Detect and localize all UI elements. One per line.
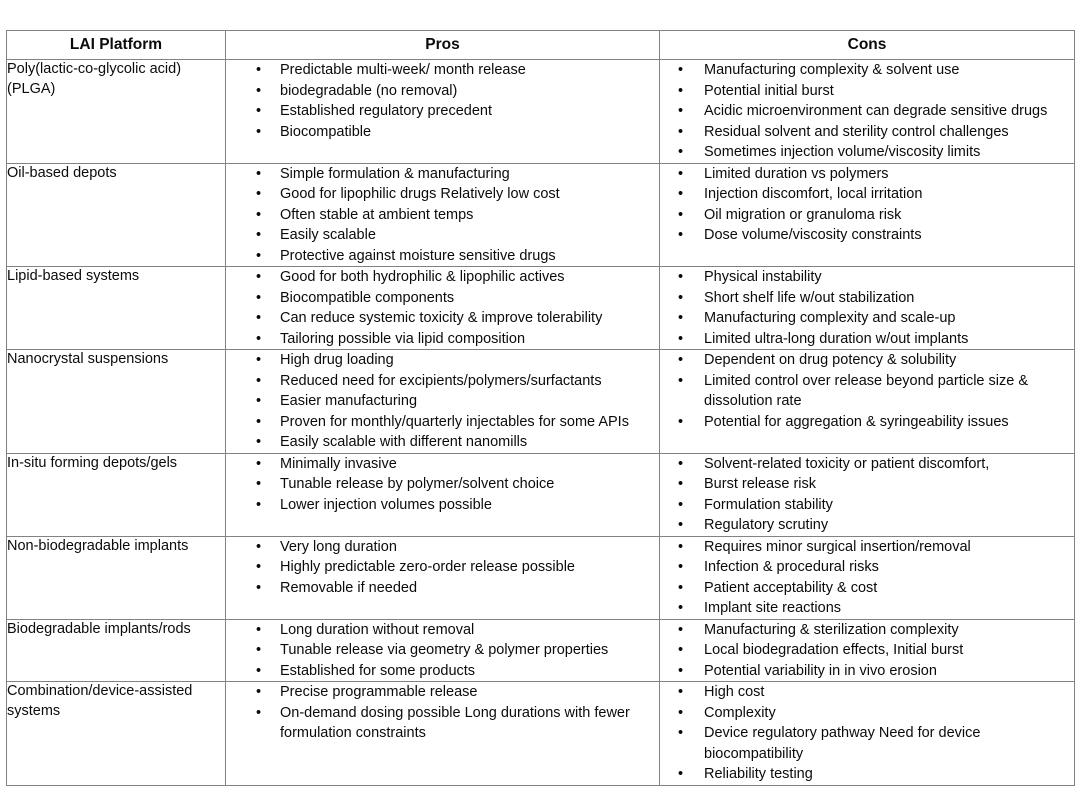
list-item	[660, 184, 1074, 205]
list-item-text: Regulatory scrutiny	[704, 517, 829, 533]
list-item-text: Established regulatory precedent	[280, 103, 492, 119]
bullet-icon: •	[678, 517, 684, 533]
table-body	[7, 60, 1075, 786]
list-item	[660, 81, 1074, 102]
list-item	[660, 474, 1074, 495]
list-item-text: Protective against moisture sensitive drugs	[280, 247, 556, 264]
list-item-text: Oil migration or granuloma risk	[704, 206, 902, 223]
list-item	[660, 537, 1074, 558]
pros-list	[226, 164, 659, 267]
bullet-icon: •	[256, 413, 262, 430]
list-item-text: Tailoring possible via lipid composition	[280, 330, 526, 347]
list-item	[226, 432, 659, 453]
list-item	[660, 60, 1074, 81]
table-row	[7, 536, 1075, 619]
list-item	[660, 620, 1074, 641]
list-item	[660, 101, 1074, 122]
list-item	[660, 350, 1074, 371]
list-item-text: Removable if needed	[280, 579, 418, 596]
list-item-text: Predictable multi-week/ month release	[280, 62, 526, 78]
list-item	[226, 661, 659, 682]
bullet-icon: •	[256, 330, 262, 347]
pros-cell	[226, 267, 660, 350]
bullet-icon: •	[678, 144, 684, 160]
cons-list	[660, 454, 1074, 536]
list-item-text: Very long duration	[280, 538, 397, 555]
pros-cell	[226, 536, 660, 619]
list-item-text: Easily scalable with different nanomills	[280, 434, 528, 450]
bullet-icon: •	[678, 289, 684, 306]
platform-cell: Non-biodegradable implants	[7, 536, 226, 619]
list-item-text: Injection discomfort, local irritation	[704, 186, 923, 202]
cons-list	[660, 682, 1074, 785]
cons-cell	[660, 619, 1075, 682]
bullet-icon: •	[256, 247, 262, 264]
list-item-text: Device regulatory pathway Need for device biocompatibility	[704, 725, 981, 762]
pros-list	[226, 454, 659, 516]
bullet-icon: •	[678, 123, 684, 140]
list-item	[660, 557, 1074, 578]
bullet-icon: •	[678, 725, 684, 741]
list-item	[660, 329, 1074, 350]
column-header-pros: Pros	[226, 31, 660, 60]
list-item-text: Simple formulation & manufacturing	[280, 165, 510, 182]
table-row	[7, 267, 1075, 350]
list-item-text: Local biodegradation effects, Initial burst	[704, 642, 964, 658]
list-item	[660, 205, 1074, 226]
list-item-text: Established for some products	[280, 662, 476, 679]
pros-cell	[226, 163, 660, 267]
platform-cell: Oil-based depots	[7, 163, 226, 267]
bullet-icon: •	[256, 559, 262, 575]
list-item	[226, 682, 659, 703]
list-item-text: Tunable release by polymer/solvent choice	[280, 476, 555, 492]
list-item	[660, 764, 1074, 785]
platform-cell: Poly(lactic-co-glycolic acid) (PLGA)	[7, 60, 226, 164]
cons-cell	[660, 267, 1075, 350]
list-item	[226, 350, 659, 371]
list-item-text: Short shelf life w/out stabilization	[704, 289, 915, 306]
list-item-text: Manufacturing & sterilization complexity	[704, 621, 959, 638]
list-item	[226, 578, 659, 599]
list-item	[660, 640, 1074, 661]
list-item	[226, 205, 659, 226]
list-item-text: Highly predictable zero-order release possible	[280, 559, 575, 575]
pros-cell	[226, 60, 660, 164]
list-item	[660, 267, 1074, 288]
list-item-text: Potential variability in in vivo erosion	[704, 662, 937, 679]
list-item	[660, 703, 1074, 724]
table-row	[7, 350, 1075, 454]
bullet-icon: •	[256, 704, 262, 721]
list-item	[660, 495, 1074, 516]
list-item	[226, 122, 659, 143]
bullet-icon: •	[678, 206, 684, 223]
list-item-text: Minimally invasive	[280, 455, 397, 472]
column-header-platform: LAI Platform	[7, 31, 226, 60]
bullet-icon: •	[256, 352, 262, 368]
list-item	[226, 60, 659, 81]
list-item-text: Implant site reactions	[704, 600, 842, 616]
bullet-icon: •	[678, 352, 684, 368]
list-item-text: On-demand dosing possible Long durations with fewer formulation constraints	[280, 704, 630, 741]
list-item-text: Biocompatible	[280, 123, 372, 140]
list-item-text: Manufacturing complexity & solvent use	[704, 62, 960, 78]
platform-cell: Biodegradable implants/rods	[7, 619, 226, 682]
pros-list	[226, 60, 659, 142]
list-item-text: Limited duration vs polymers	[704, 165, 889, 182]
list-item	[226, 164, 659, 185]
list-item-text: Limited control over release beyond particle size & dissolution rate	[704, 372, 1028, 409]
list-item	[660, 122, 1074, 143]
bullet-icon: •	[678, 476, 684, 492]
list-item	[226, 288, 659, 309]
cons-cell	[660, 453, 1075, 536]
bullet-icon: •	[678, 662, 684, 679]
list-item	[660, 515, 1074, 536]
table-header	[7, 31, 1075, 60]
bullet-icon: •	[678, 165, 684, 182]
list-item	[226, 184, 659, 205]
bullet-icon: •	[256, 538, 262, 555]
list-item-text: Infection & procedural risks	[704, 559, 879, 575]
bullet-icon: •	[678, 330, 684, 347]
list-item	[226, 620, 659, 641]
list-item	[660, 164, 1074, 185]
list-item	[226, 267, 659, 288]
bullet-icon: •	[256, 684, 262, 700]
cons-cell	[660, 350, 1075, 454]
column-header-cons: Cons	[660, 31, 1075, 60]
cons-list	[660, 60, 1074, 163]
bullet-icon: •	[256, 289, 262, 306]
list-item-text: Complexity	[704, 704, 776, 721]
list-item-text: Residual solvent and sterility control challenges	[704, 123, 1009, 140]
pros-cell	[226, 453, 660, 536]
list-item-text: Potential for aggregation & syringeability issues	[704, 413, 1009, 430]
list-item-text: Solvent-related toxicity or patient discomfort,	[704, 455, 990, 472]
bullet-icon: •	[256, 434, 262, 450]
bullet-icon: •	[678, 82, 684, 99]
table-row	[7, 60, 1075, 164]
list-item	[660, 371, 1074, 412]
cons-cell	[660, 60, 1075, 164]
list-item	[660, 578, 1074, 599]
list-item	[660, 412, 1074, 433]
list-item-text: Physical instability	[704, 269, 822, 285]
list-item	[226, 412, 659, 433]
pros-list	[226, 267, 659, 349]
platform-cell: Nanocrystal suspensions	[7, 350, 226, 454]
table-row	[7, 682, 1075, 786]
platform-cell: Combination/device-assisted systems	[7, 682, 226, 786]
list-item-text: Tunable release via geometry & polymer properties	[280, 642, 609, 658]
list-item-text: Patient acceptability & cost	[704, 579, 878, 596]
list-item	[660, 598, 1074, 619]
pros-cell	[226, 682, 660, 786]
list-item-text: biodegradable (no removal)	[280, 82, 458, 99]
bullet-icon: •	[678, 103, 684, 119]
bullet-icon: •	[678, 186, 684, 202]
platform-cell: Lipid-based systems	[7, 267, 226, 350]
cons-list	[660, 164, 1074, 246]
cons-cell	[660, 163, 1075, 267]
list-item	[660, 288, 1074, 309]
list-item-text: Good for both hydrophilic & lipophilic actives	[280, 269, 565, 285]
list-item-text: Reliability testing	[704, 766, 813, 782]
list-item-text: Potential initial burst	[704, 82, 834, 99]
pros-list	[226, 682, 659, 744]
bullet-icon: •	[678, 496, 684, 513]
pros-cell	[226, 350, 660, 454]
table-row	[7, 453, 1075, 536]
list-item	[226, 81, 659, 102]
list-item	[226, 101, 659, 122]
bullet-icon: •	[256, 82, 262, 99]
list-item-text: Manufacturing complexity and scale-up	[704, 310, 956, 326]
header-row	[7, 31, 1075, 60]
lai-platform-comparison-table	[6, 30, 1075, 786]
list-item-text: Dependent on drug potency & solubility	[704, 352, 957, 368]
cons-list	[660, 537, 1074, 619]
list-item	[226, 454, 659, 475]
list-item-text: Dose volume/viscosity constraints	[704, 227, 922, 243]
table-row	[7, 619, 1075, 682]
list-item-text: Burst release risk	[704, 476, 817, 492]
bullet-icon: •	[256, 165, 262, 182]
bullet-icon: •	[678, 372, 684, 389]
bullet-icon: •	[256, 310, 262, 326]
list-item	[660, 142, 1074, 163]
list-item	[660, 661, 1074, 682]
list-item-text: Biocompatible components	[280, 289, 455, 306]
pros-list	[226, 620, 659, 682]
bullet-icon: •	[678, 684, 684, 700]
list-item-text: Formulation stability	[704, 496, 833, 513]
bullet-icon: •	[678, 766, 684, 782]
list-item	[660, 723, 1074, 764]
bullet-icon: •	[678, 559, 684, 575]
list-item-text: Lower injection volumes possible	[280, 496, 492, 513]
list-item	[226, 557, 659, 578]
bullet-icon: •	[256, 269, 262, 285]
bullet-icon: •	[256, 662, 262, 679]
list-item-text: Long duration without removal	[280, 621, 475, 638]
list-item-text: Often stable at ambient temps	[280, 206, 474, 223]
pros-cell	[226, 619, 660, 682]
pros-list	[226, 537, 659, 599]
list-item	[226, 640, 659, 661]
cons-list	[660, 620, 1074, 682]
list-item	[226, 537, 659, 558]
bullet-icon: •	[256, 579, 262, 596]
list-item-text: Sometimes injection volume/viscosity limits	[704, 144, 981, 160]
bullet-icon: •	[256, 496, 262, 513]
bullet-icon: •	[256, 103, 262, 119]
bullet-icon: •	[256, 62, 262, 78]
list-item-text: Requires minor surgical insertion/removal	[704, 538, 971, 555]
list-item	[226, 703, 659, 744]
list-item	[226, 391, 659, 412]
bullet-icon: •	[678, 538, 684, 555]
bullet-icon: •	[678, 62, 684, 78]
bullet-icon: •	[678, 227, 684, 243]
bullet-icon: •	[256, 186, 262, 202]
list-item	[226, 246, 659, 267]
bullet-icon: •	[678, 413, 684, 430]
bullet-icon: •	[678, 269, 684, 285]
bullet-icon: •	[256, 455, 262, 472]
list-item	[226, 308, 659, 329]
list-item-text: Easily scalable	[280, 227, 376, 243]
cons-cell	[660, 536, 1075, 619]
list-item-text: High drug loading	[280, 352, 394, 368]
cons-list	[660, 350, 1074, 432]
list-item	[226, 225, 659, 246]
list-item-text: Reduced need for excipients/polymers/surfactants	[280, 372, 602, 389]
list-item-text: Limited ultra-long duration w/out implants	[704, 330, 969, 347]
bullet-icon: •	[678, 621, 684, 638]
list-item	[660, 308, 1074, 329]
list-item	[226, 371, 659, 392]
bullet-icon: •	[678, 579, 684, 596]
list-item-text: Can reduce systemic toxicity & improve tolerability	[280, 310, 603, 326]
bullet-icon: •	[678, 455, 684, 472]
bullet-icon: •	[678, 600, 684, 616]
list-item-text: Precise programmable release	[280, 684, 478, 700]
list-item	[226, 495, 659, 516]
list-item-text: Good for lipophilic drugs Relatively low cost	[280, 186, 560, 202]
bullet-icon: •	[256, 227, 262, 243]
list-item-text: High cost	[704, 684, 765, 700]
list-item	[660, 454, 1074, 475]
platform-cell: In-situ forming depots/gels	[7, 453, 226, 536]
bullet-icon: •	[256, 621, 262, 638]
cons-cell	[660, 682, 1075, 786]
bullet-icon: •	[678, 642, 684, 658]
bullet-icon: •	[256, 372, 262, 389]
list-item-text: Proven for monthly/quarterly injectables for some APIs	[280, 413, 629, 430]
list-item-text: Easier manufacturing	[280, 393, 418, 409]
list-item	[226, 329, 659, 350]
bullet-icon: •	[256, 123, 262, 140]
bullet-icon: •	[256, 206, 262, 223]
bullet-icon: •	[678, 310, 684, 326]
cons-list	[660, 267, 1074, 349]
list-item	[660, 225, 1074, 246]
list-item	[660, 682, 1074, 703]
bullet-icon: •	[678, 704, 684, 721]
bullet-icon: •	[256, 393, 262, 409]
list-item-text: Acidic microenvironment can degrade sensitive drugs	[704, 103, 1048, 119]
list-item	[226, 474, 659, 495]
bullet-icon: •	[256, 476, 262, 492]
table-row	[7, 163, 1075, 267]
bullet-icon: •	[256, 642, 262, 658]
pros-list	[226, 350, 659, 453]
